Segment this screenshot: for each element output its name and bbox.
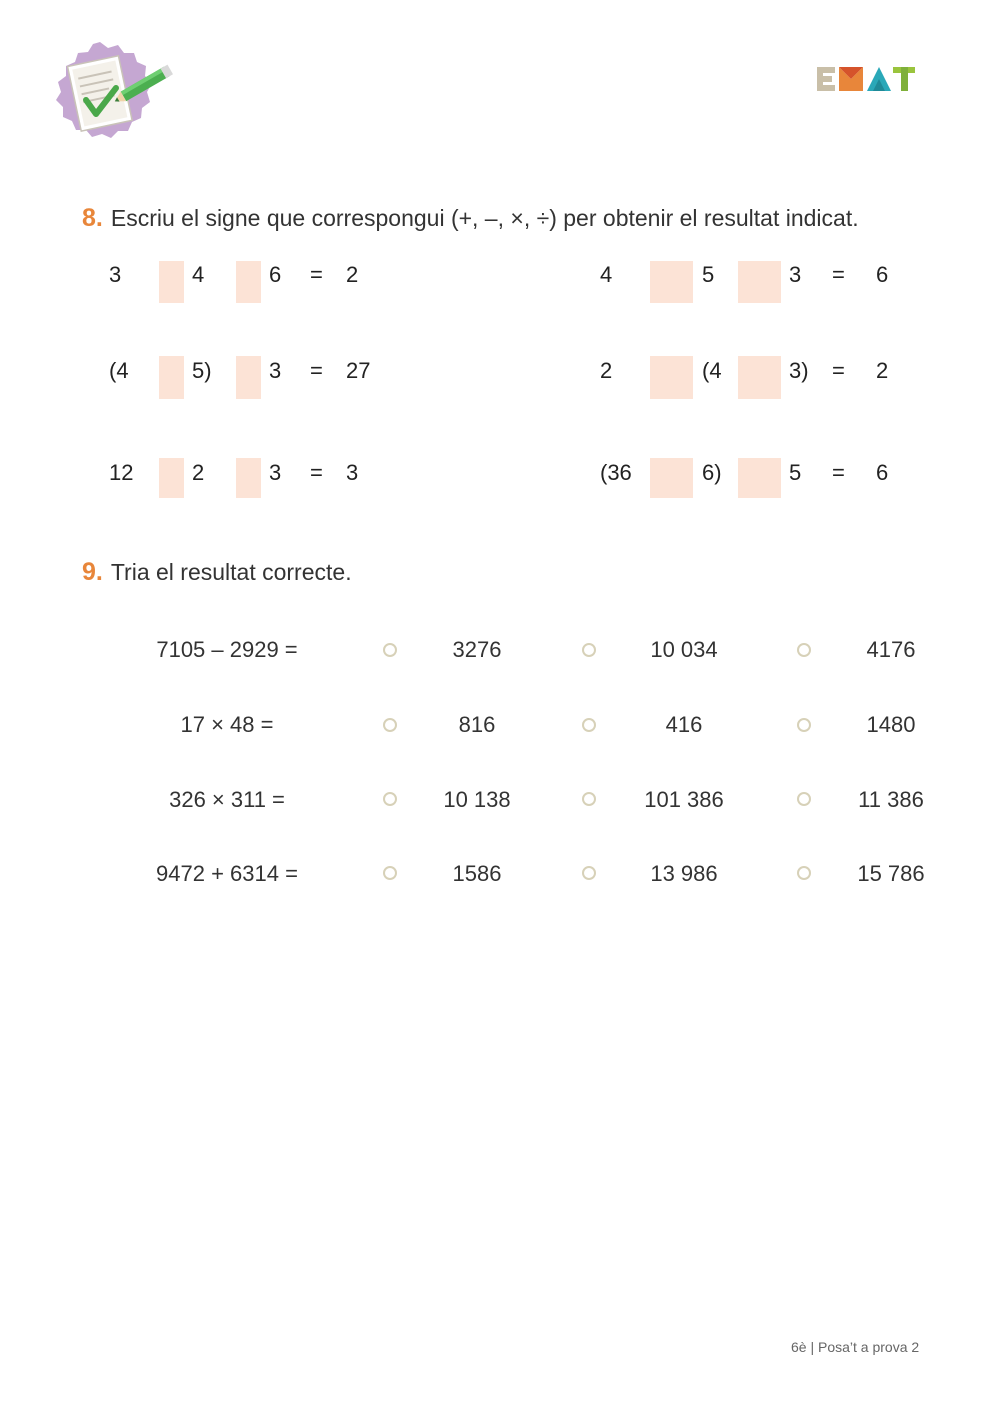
eq-result: 2 (876, 358, 889, 383)
eq-result: 2 (346, 262, 359, 287)
question-9-prompt: Tria el resultat correcte. (110, 559, 352, 585)
question-9-title (82, 558, 352, 587)
q9-option-value: 4176 (866, 637, 916, 662)
eq-operand: 6 (269, 262, 282, 287)
q9-option-value: 13 986 (650, 861, 718, 886)
eq-operand: 6) (702, 460, 722, 485)
q9-option-value: 1586 (452, 861, 502, 886)
question-8-number: 8. (82, 204, 103, 232)
sign-answer-box[interactable] (159, 356, 184, 399)
eq-operand: 3) (789, 358, 809, 383)
sign-answer-box[interactable] (738, 356, 781, 399)
footer-grade: 6è (791, 1339, 807, 1355)
eq-equals: = (310, 358, 323, 383)
q9-option-value: 10 138 (443, 787, 511, 812)
eq-operand: 4 (600, 262, 613, 287)
checklist-badge-icon (40, 38, 180, 150)
q9-radio-option[interactable] (797, 643, 811, 657)
q9-radio-option[interactable] (797, 866, 811, 880)
q9-radio-option[interactable] (582, 718, 596, 732)
eq-equals: = (832, 358, 845, 383)
eq-operand: (36 (600, 460, 632, 485)
eq-operand: 2 (600, 358, 613, 383)
eq-equals: = (832, 262, 845, 287)
q9-expression: 326 × 311 = (169, 787, 285, 812)
eq-operand: 4 (192, 262, 205, 287)
q9-expression: 7105 – 2929 = (156, 637, 298, 662)
sign-answer-box[interactable] (236, 261, 261, 303)
eq-operand: 3 (789, 262, 802, 287)
page-footer (791, 1339, 919, 1355)
footer-separator: | (810, 1339, 815, 1355)
q9-option-value: 101 386 (644, 787, 724, 812)
q9-radio-option[interactable] (582, 643, 596, 657)
emat-logo (815, 64, 917, 94)
eq-operand: 5) (192, 358, 212, 383)
eq-equals: = (310, 460, 323, 485)
eq-operand: (4 (109, 358, 129, 383)
question-9-number: 9. (82, 558, 103, 586)
eq-operand: 12 (109, 460, 134, 485)
q9-expression: 17 × 48 = (180, 712, 274, 737)
sign-answer-box[interactable] (236, 356, 261, 399)
eq-result: 27 (346, 358, 371, 383)
q9-option-value: 816 (458, 712, 496, 737)
q9-option-value: 10 034 (650, 637, 718, 662)
eq-result: 6 (876, 460, 889, 485)
q9-option-value: 3276 (452, 637, 502, 662)
eq-operand: 3 (109, 262, 122, 287)
sign-answer-box[interactable] (159, 261, 184, 303)
sign-answer-box[interactable] (159, 458, 184, 498)
eq-operand: 5 (702, 262, 715, 287)
question-8-prompt: Escriu el signe que correspongui (+, –, ×, ÷) per obtenir el resultat indicat. (110, 205, 859, 231)
eq-operand: 5 (789, 460, 802, 485)
q9-radio-option[interactable] (582, 792, 596, 806)
q9-option-value: 416 (665, 712, 703, 737)
q9-radio-option[interactable] (582, 866, 596, 880)
sign-answer-box[interactable] (738, 458, 781, 498)
footer-label: Posa’t a prova 2 (818, 1339, 920, 1355)
eq-result: 3 (346, 460, 359, 485)
eq-result: 6 (876, 262, 889, 287)
q9-radio-option[interactable] (383, 866, 397, 880)
eq-operand: 2 (192, 460, 205, 485)
q9-expression: 9472 + 6314 = (156, 861, 298, 886)
eq-equals: = (832, 460, 845, 485)
q9-radio-option[interactable] (797, 718, 811, 732)
q9-radio-option[interactable] (383, 792, 397, 806)
sign-answer-box[interactable] (650, 356, 693, 399)
q9-radio-option[interactable] (383, 718, 397, 732)
q9-radio-option[interactable] (383, 643, 397, 657)
sign-answer-box[interactable] (738, 261, 781, 303)
eq-operand: 3 (269, 460, 282, 485)
sign-answer-box[interactable] (650, 458, 693, 498)
q9-option-value: 15 786 (857, 861, 925, 886)
q9-radio-option[interactable] (797, 792, 811, 806)
q9-option-value: 1480 (866, 712, 916, 737)
sign-answer-box[interactable] (236, 458, 261, 498)
eq-operand: (4 (702, 358, 722, 383)
sign-answer-box[interactable] (650, 261, 693, 303)
question-8-title (82, 204, 859, 233)
eq-equals: = (310, 262, 323, 287)
q9-option-value: 11 386 (858, 787, 924, 812)
eq-operand: 3 (269, 358, 282, 383)
